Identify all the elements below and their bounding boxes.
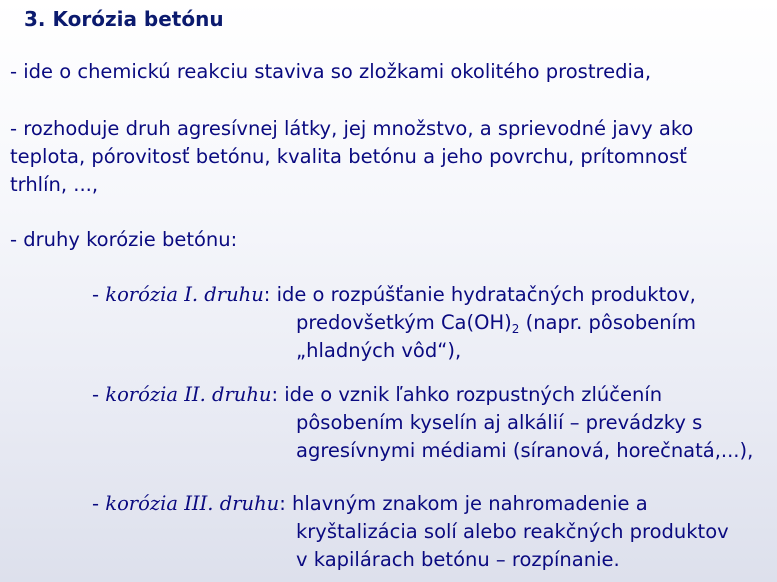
corrosion-type-3-line-2: kryštalizácia solí alebo reakčných produktov xyxy=(296,520,729,543)
type-1-line-2-pre: predovšetkým Ca(OH) xyxy=(296,311,512,334)
type-2-desc: : ide o vznik ľahko rozpustných zlúčenín xyxy=(271,383,663,406)
type-1-dash: - xyxy=(92,283,106,306)
type-2-term: korózia II. druhu xyxy=(105,383,272,406)
bullet-factors-line-2: teplota, pórovitosť betónu, kvalita betónu a jeho povrchu, prítomnosť xyxy=(10,145,687,168)
corrosion-type-2-line-1 xyxy=(92,381,662,409)
corrosion-type-1-line-1 xyxy=(92,281,696,309)
corrosion-type-3-line-1 xyxy=(92,490,648,518)
bullet-chemical-reaction: - ide o chemickú reakciu staviva so zložkami okolitého prostredia, xyxy=(10,60,652,83)
bullet-factors-line-3: trhlín, ..., xyxy=(10,173,99,196)
type-1-desc: : ide o rozpúšťanie hydratačných produktov, xyxy=(263,283,696,306)
corrosion-type-2-line-3: agresívnymi médiami (síranová, horečnatá,...), xyxy=(296,439,754,462)
corrosion-type-1-line-2 xyxy=(296,309,696,337)
type-3-desc: : hlavným znakom je nahromadenie a xyxy=(279,492,648,515)
type-2-dash: - xyxy=(92,383,106,406)
slide-title: 3. Korózia betónu xyxy=(24,7,224,31)
type-1-subscript: 2 xyxy=(511,322,520,336)
bullet-corrosion-types: - druhy korózie betónu: xyxy=(10,228,238,251)
corrosion-type-3-line-3: v kapilárach betónu – rozpínanie. xyxy=(296,548,620,571)
bullet-factors-line-1: - rozhoduje druh agresívnej látky, jej množstvo, a sprievodné javy ako xyxy=(10,117,694,140)
corrosion-type-2-line-2: pôsobením kyselín aj alkálií – prevádzky s xyxy=(296,411,703,434)
corrosion-type-1-line-3: „hladných vôd“), xyxy=(296,339,462,362)
type-1-line-2-post: (napr. pôsobením xyxy=(519,311,697,334)
type-1-term: korózia I. druhu xyxy=(105,283,264,306)
type-3-dash: - xyxy=(92,492,106,515)
type-3-term: korózia III. druhu xyxy=(105,492,280,515)
